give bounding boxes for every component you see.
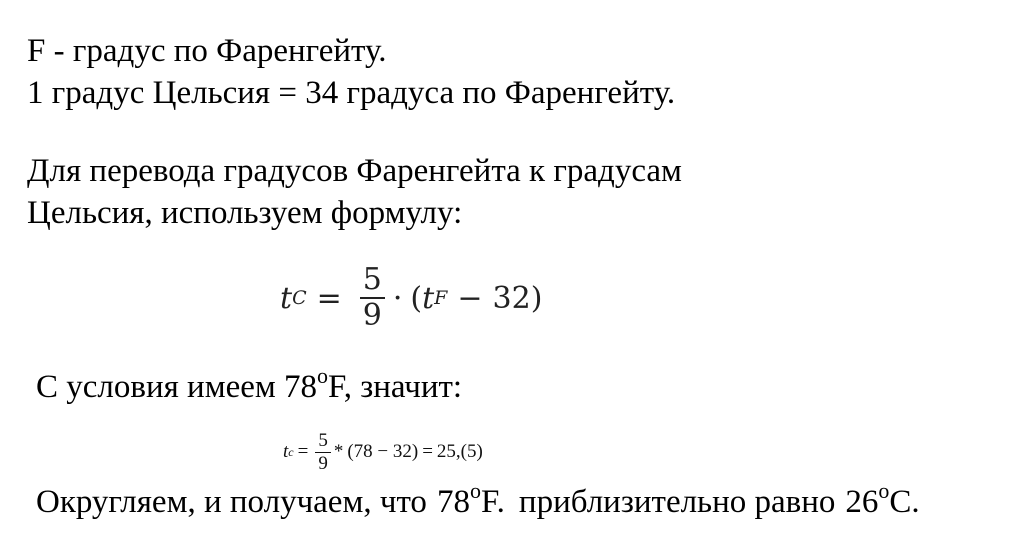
conversion-intro-line-2 (27, 194, 462, 232)
given-line (36, 363, 463, 406)
given-suffix: , значит: (343, 369, 463, 405)
calc-expression: (78 − 32) (347, 441, 419, 462)
calc-result: 25,(5) (436, 441, 483, 462)
conversion-intro-line (27, 152, 682, 190)
formula-fraction (360, 262, 385, 333)
conclusion-unit-f: F. (480, 484, 505, 520)
formula-equals: = (316, 280, 342, 316)
conclusion-line (36, 478, 920, 521)
formula-close-paren: ) (530, 280, 543, 316)
calc-equals-2: = (422, 441, 433, 462)
calc-t: t (283, 441, 289, 462)
relation-line (27, 74, 675, 112)
calc-equals: = (297, 441, 309, 462)
fraction-numerator: 5 (362, 262, 382, 297)
conversion-intro-text: Для перевода градусов Фаренгейта к градусам (27, 153, 682, 189)
conclusion-value-f: 78 (436, 484, 470, 520)
relation-text: 1 градус Цельсия = 34 градуса по Фаренгейту. (27, 75, 676, 111)
conclusion-value-c: 26 (845, 484, 879, 520)
calc-times: * (333, 441, 344, 462)
conversion-formula: t C = $\frac{5}{9}$ · ( t F − 32 ) (280, 262, 543, 333)
formula-minus: − (457, 280, 483, 316)
conclusion-text: Округляем, и получаем, что (36, 484, 427, 520)
given-text: С условия имеем 78 (36, 369, 318, 405)
calc-denominator: 9 (318, 452, 328, 474)
conclusion-unit-c: C. (889, 484, 920, 520)
degree-symbol-f: o (469, 478, 481, 503)
calc-fraction (315, 431, 331, 474)
formula-dot: · (392, 280, 403, 316)
conversion-intro-text-2: Цельсия, используем формулу: (27, 195, 463, 231)
formula-t-fahrenheit: t (422, 280, 435, 316)
calc-numerator: 5 (318, 429, 328, 451)
fraction-denominator: 9 (362, 298, 382, 333)
definition-line (27, 32, 387, 70)
given-unit: F (328, 369, 344, 405)
degree-symbol-c: o (878, 478, 890, 503)
formula-constant: 32 (492, 280, 531, 316)
definition-text: F - градус по Фаренгейту. (27, 33, 387, 69)
formula-t-celsius: t (280, 280, 293, 316)
conclusion-middle: приблизительно равно (518, 484, 836, 520)
calculation-formula: t c = $\frac{5}{9}$ * (78 − 32) = 25,(5) (283, 429, 483, 474)
formula-open-paren: ( (410, 280, 423, 316)
degree-symbol: o (317, 363, 329, 388)
